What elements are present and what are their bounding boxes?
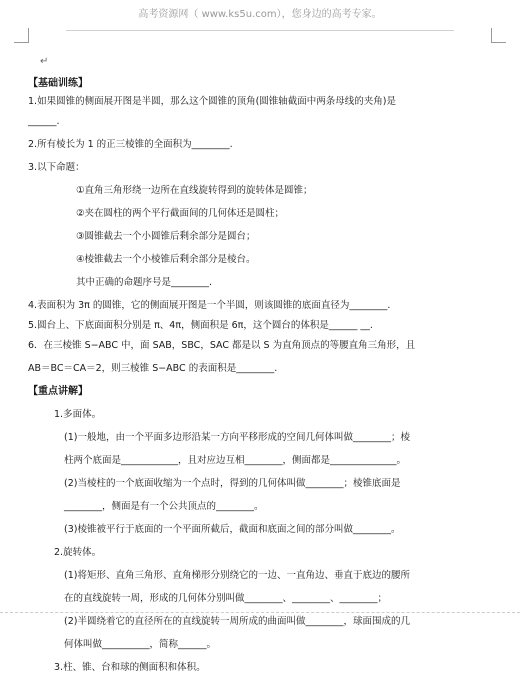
paragraph-mark: ↵ xyxy=(40,56,49,67)
key-point-2-2b: 何体叫做__________，简称______。 xyxy=(64,639,217,650)
question-3-conclusion: 其中正确的命题序号是________. xyxy=(76,277,213,288)
key-point-1-2b: ________，侧面是有一个公共顶点的________。 xyxy=(64,501,264,512)
key-point-1-1b: 柱两个底面是____________，且对应边互相________，侧面都是______________。 xyxy=(64,455,407,466)
header-rule xyxy=(66,30,454,31)
key-points-title: 【重点讲解】 xyxy=(28,386,88,397)
key-point-2-2a: (2)半圆绕着它的直径所在的直线旋转一周所成的曲面叫做________，球面围成的几 xyxy=(64,616,410,627)
question-3-item-3: ③圆锥截去一个小圆锥后剩余部分是圆台； xyxy=(76,231,256,242)
question-3-item-4: ④棱锥截去一个小棱锥后剩余部分是棱台。 xyxy=(76,254,256,265)
page-bottom-rule xyxy=(0,612,520,613)
key-point-1-1a: (1)一般地，由一个平面多边形沿某一方向平移形成的空间几何体叫做________；棱 xyxy=(64,432,410,443)
key-point-1: 1.多面体。 xyxy=(54,409,102,420)
question-2: 2.所有棱长为 1 的正三棱锥的全面积为________. xyxy=(28,139,233,150)
question-3: 3.以下命题： xyxy=(28,162,85,173)
question-4: 4.表面积为 3π 的圆锥，它的侧面展开图是一个半圆，则该圆锥的底面直径为________. xyxy=(28,300,391,311)
key-point-1-2a: (2)当棱柱的一个底面收缩为一个点时，得到的几何体叫做________；棱锥底面是 xyxy=(64,478,401,489)
key-point-2-1b: 在的直线旋转一周，形成的几何体分别叫做________、________、________； xyxy=(64,593,388,604)
question-3-item-2: ②夹在圆柱的两个平行截面间的几何体还是圆柱； xyxy=(76,208,285,219)
key-point-1-3: (3)棱锥被平行于底面的一个平面所截后，截面和底面之间的部分叫做________。 xyxy=(64,524,401,535)
question-1-blank: ______. xyxy=(28,116,60,127)
question-1: 1.如果圆锥的侧面展开图是半圆，那么这个圆锥的顶角(圆锥轴截面中两条母线的夹角)是 xyxy=(28,96,396,107)
page-header: 高考资源网（ www.ks5u.com），您身边的高考专家。 xyxy=(138,9,382,20)
basic-training-title: 【基础训练】 xyxy=(28,78,88,89)
question-5: 5.圆台上、下底面面积分别是 π、4π，侧面积是 6π，这个圆台的体积是______ __. xyxy=(28,320,373,331)
question-6: 6．在三棱锥 S−ABC 中，面 SAB，SBC，SAC 都是以 S 为直角顶点的等腰直角三角形，且 xyxy=(28,340,416,351)
margin-corner-right xyxy=(491,28,506,43)
key-point-2: 2.旋转体。 xyxy=(54,547,102,558)
margin-corner-left xyxy=(14,28,29,43)
key-point-2-1a: (1)将矩形、直角三角形、直角梯形分别绕它的一边、一直角边、垂直于底边的腰所 xyxy=(64,570,410,581)
question-6-cont: AB＝BC＝CA＝2，则三棱锥 S−ABC 的表面积是________. xyxy=(28,363,278,374)
key-point-3: 3.柱、锥、台和球的侧面积和体积。 xyxy=(54,662,206,673)
question-3-item-1: ①直角三角形绕一边所在直线旋转得到的旋转体是圆锥； xyxy=(76,185,313,196)
document-body xyxy=(28,78,498,674)
